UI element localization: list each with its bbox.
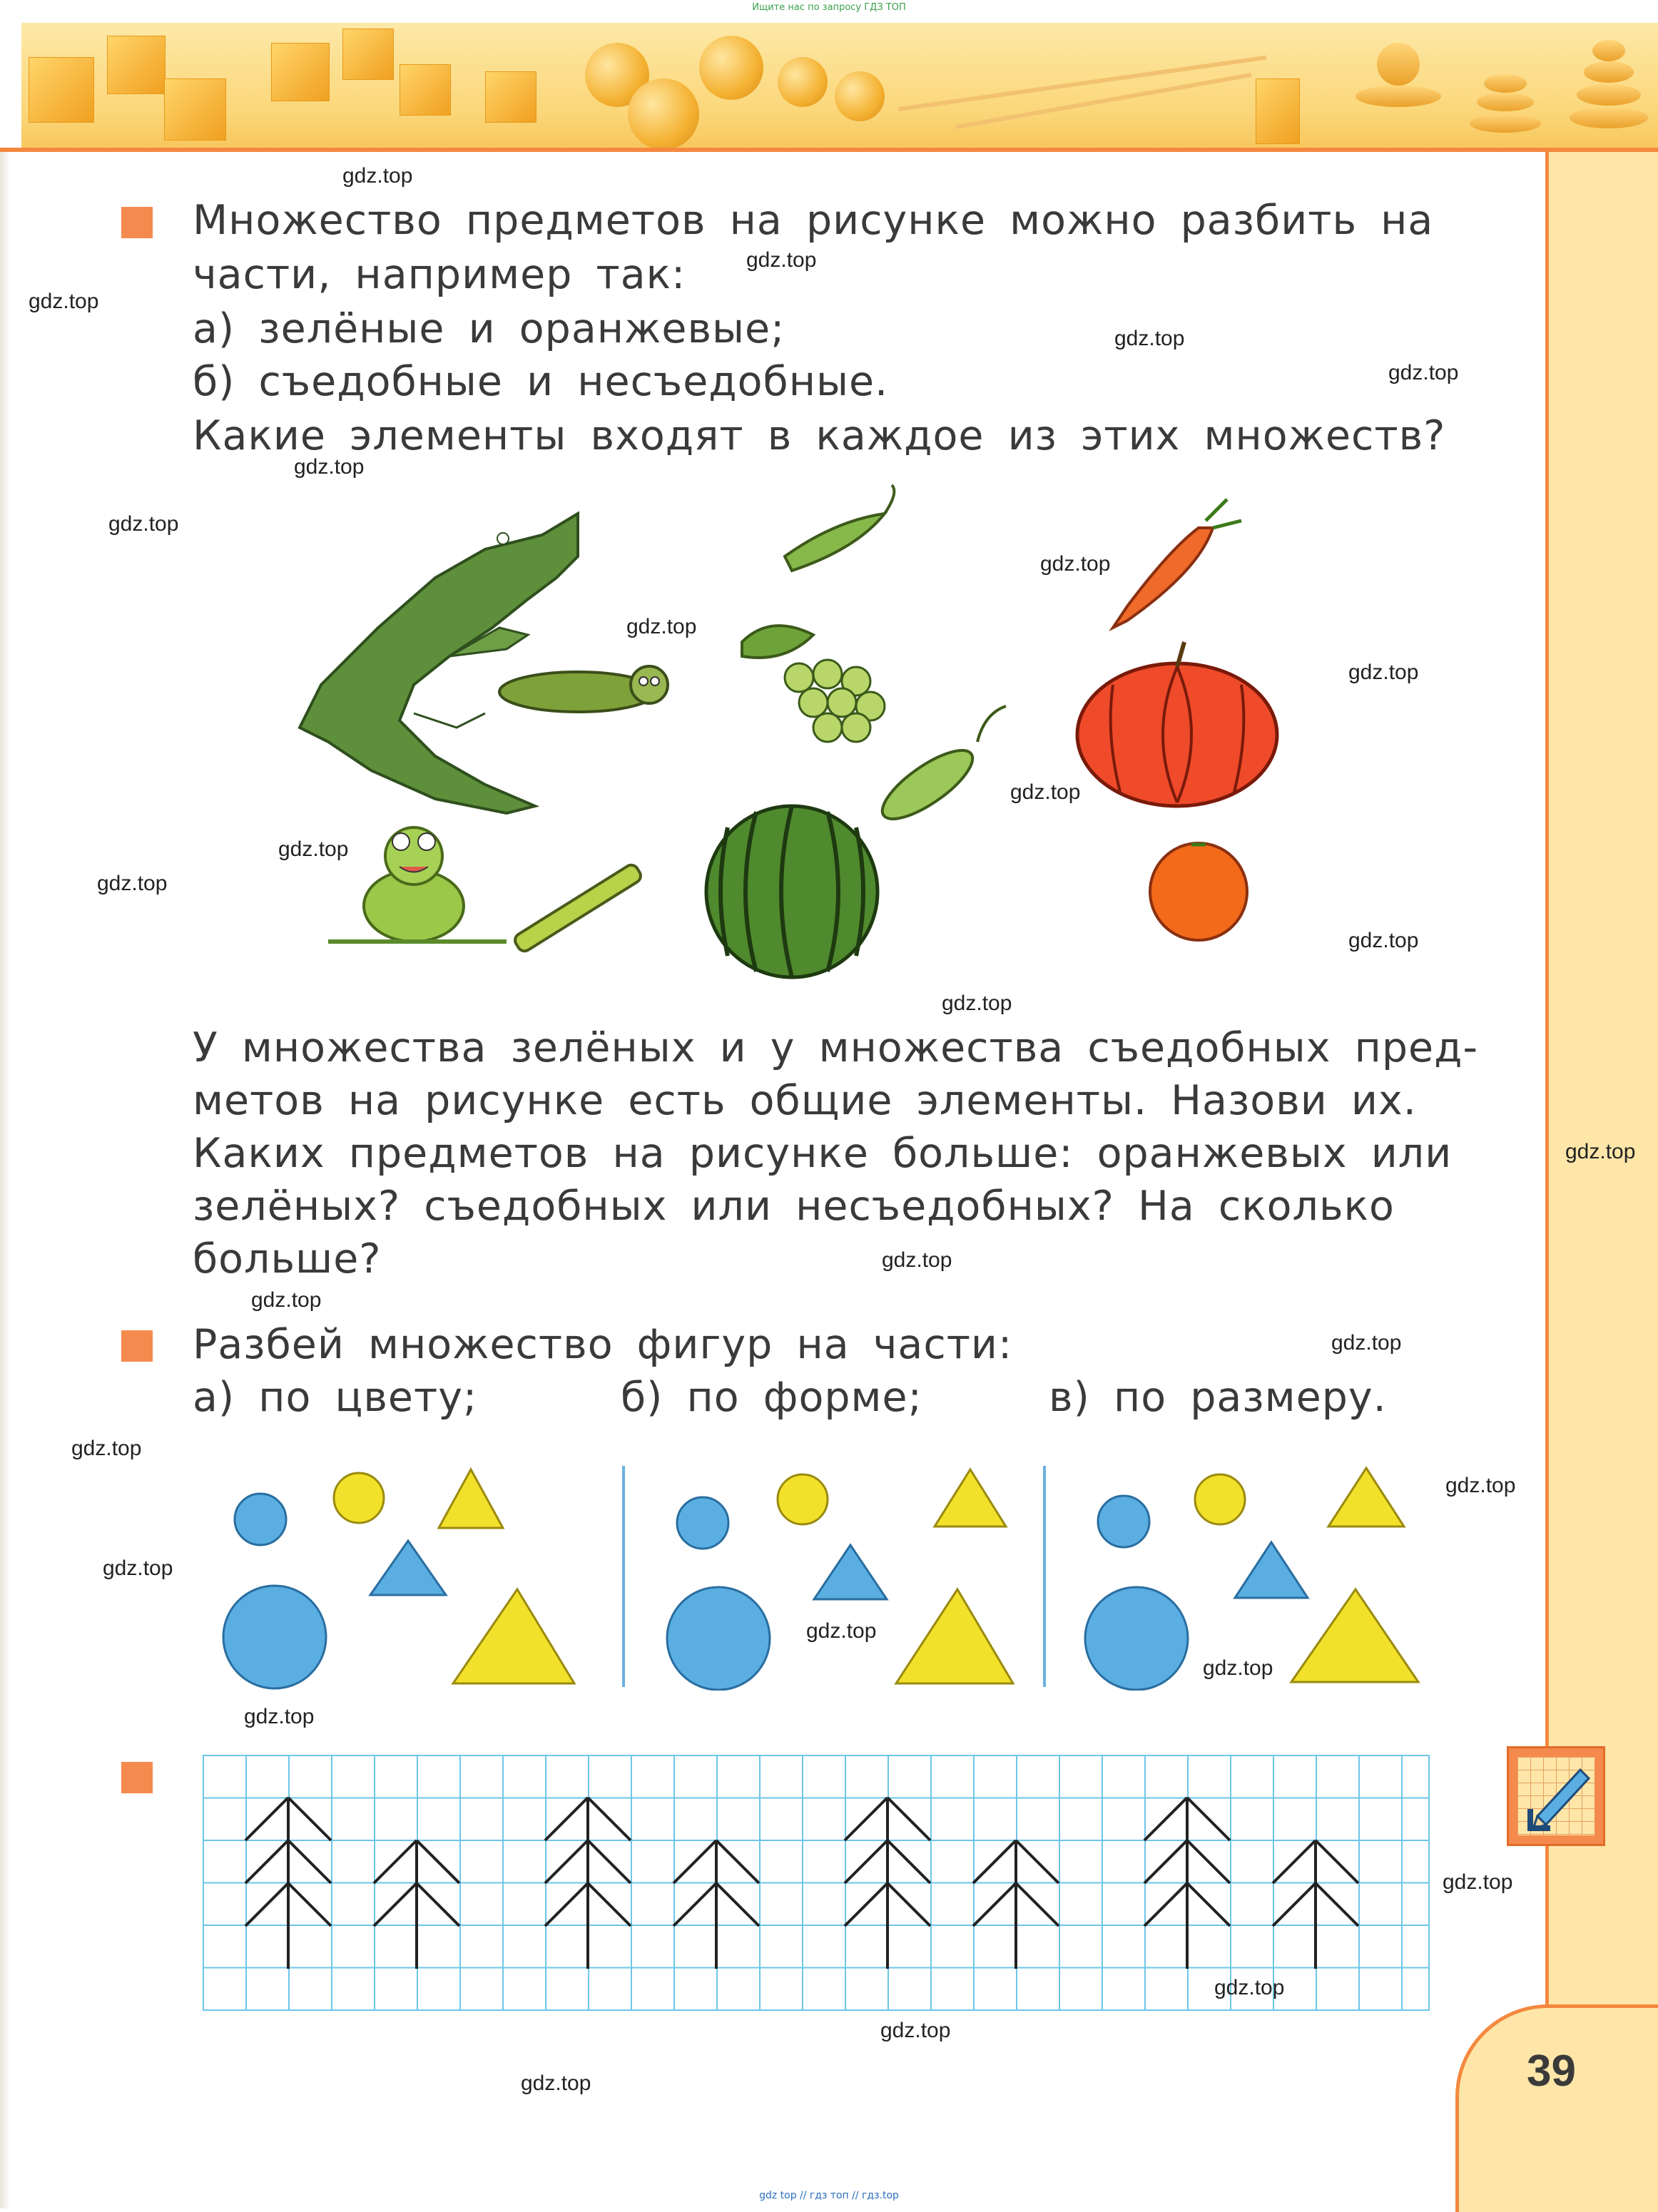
ring-shape [1470,114,1541,133]
task-1-question-line: У множества зелёных и у множества съедобных пред- [193,1024,1479,1071]
crocodile-image [300,514,578,813]
tree-arrow [1144,1798,1230,1969]
watermark: gdz.top [1010,780,1081,804]
pencil-icon [1507,1746,1605,1846]
ring-shape [1570,107,1648,128]
watermark: gdz.top [880,2019,951,2042]
footer-link[interactable]: gdz top // гдз топ // гдз.top [759,2190,899,2201]
small-blue-triangle [370,1541,446,1595]
cube-shape [485,71,536,123]
small-blue-circle [677,1497,728,1549]
watermark: gdz.top [1348,661,1419,684]
watermark: gdz.top [251,1288,322,1312]
objects-illustration [271,471,1298,1013]
header-banner [0,0,1658,150]
grapes-image [742,626,885,742]
cube-shape [1256,78,1300,144]
task-1-question-line: больше? [193,1235,382,1283]
header-divider [0,148,1658,152]
page-number: 39 [1527,2047,1576,2096]
carrot-image [1113,499,1241,628]
page-number-tab [1455,2004,1658,2212]
watermark: gdz.top [1214,1976,1285,1999]
ring-shape [1477,93,1534,111]
small-yellow-triangle [1328,1468,1404,1527]
watermark: gdz.top [1445,1474,1516,1497]
ball-shape [699,36,763,100]
task-2-title: Разбей множество фигур на части: [193,1321,1013,1368]
header-top-link[interactable]: Ищите нас по запросу ГДЗ ТОП [752,2,906,13]
watermark: gdz.top [342,164,413,188]
tree-arrow [673,1840,759,1969]
small-yellow-triangle [439,1469,503,1528]
pencil-drawing-icon [1509,1748,1603,1844]
watermark: gdz.top [103,1556,173,1580]
task-1-line: Какие элементы входят в каждое из этих множеств? [193,412,1446,459]
watermark: gdz.top [29,290,99,313]
ring-shape [1577,84,1641,106]
shapes-divider [1043,1466,1046,1687]
watermark: gdz.top [97,872,168,895]
watermark: gdz.top [1388,361,1459,384]
shapes-set-size [1070,1455,1470,1691]
small-blue-triangle [814,1545,887,1599]
task-1-line: части, например так: [193,251,686,298]
tangerine-image [1150,843,1247,940]
small-blue-circle [235,1494,286,1545]
watermark: gdz.top [1331,1331,1402,1355]
cube-shape [29,57,94,123]
tree-arrow [545,1798,631,1969]
task-1-line: Множество предметов на рисунке можно разбить на [193,197,1434,244]
tree-pattern [203,1755,1428,2009]
small-yellow-triangle [935,1469,1006,1527]
large-yellow-triangle [1291,1589,1418,1682]
watermark: gdz.top [71,1437,142,1460]
ring-shape [1584,61,1634,83]
large-blue-circle [223,1586,326,1688]
tree-arrow [245,1798,331,1969]
task-2-option-b: б) по форме; [621,1374,922,1421]
tree-arrow [1273,1840,1358,1969]
cube-shape [271,43,330,101]
cube-shape [164,78,226,141]
task-1-bullet [121,207,153,238]
watermark: gdz.top [294,455,365,479]
watermark: gdz.top [626,615,697,638]
small-blue-triangle [1235,1542,1308,1598]
ring-shape [1356,86,1441,107]
task-1-question-line: Каких предметов на рисунке больше: оранжевых или [193,1130,1453,1177]
watermark: gdz.top [806,1619,877,1643]
watermark: gdz.top [1040,552,1111,576]
small-blue-circle [1098,1496,1149,1547]
watermark: gdz.top [278,837,349,861]
ball-shape [835,71,885,121]
cucumber-image [873,706,1006,830]
watermark: gdz.top [1348,929,1419,952]
task-2-bullet [121,1330,153,1362]
cube-shape [400,64,451,116]
watermark: gdz.top [882,1248,952,1272]
watermark: gdz.top [1565,1140,1636,1163]
task-2-option-a: а) по цвету; [193,1374,478,1421]
watermelon-image [706,806,878,977]
ring-shape [1484,74,1527,93]
shapes-set-color [214,1455,614,1691]
task-1-line: а) зелёные и оранжевые; [193,305,785,352]
right-margin-line [1545,152,1549,2007]
watermark: gdz.top [521,2071,591,2095]
tree-arrow [845,1798,930,1969]
shapes-set-form [649,1455,1049,1691]
peas-image [785,485,894,571]
task-1-line: б) съедобные и несъедобные. [193,358,889,405]
large-blue-circle [1085,1587,1188,1690]
large-yellow-triangle [896,1589,1013,1683]
watermark: gdz.top [108,512,179,536]
small-yellow-circle [1195,1474,1245,1524]
watermark: gdz.top [1114,327,1185,350]
task-1-question-line: метов на рисунке есть общие элементы. Назови их. [193,1077,1417,1124]
tree-arrow [374,1840,459,1969]
watermark: gdz.top [746,248,817,272]
shapes-divider [622,1466,625,1687]
caterpillar-image [499,666,668,712]
cube-shape [107,36,166,94]
pumpkin-image [1077,642,1277,806]
small-yellow-circle [334,1473,384,1523]
page-left-edge [0,152,10,2208]
watermark: gdz.top [1203,1656,1273,1680]
watermark: gdz.top [244,1705,315,1728]
watermark: gdz.top [1443,1870,1513,1894]
ring-shape [1592,40,1625,61]
ring-shape [1377,43,1420,86]
pen-image [512,862,643,954]
ball-shape [778,57,828,107]
watermark: gdz.top [942,992,1012,1015]
task-3-bullet [121,1762,153,1793]
large-yellow-triangle [453,1589,574,1683]
right-margin [1545,152,1658,2208]
task-2-option-c: в) по размеру. [1049,1374,1387,1421]
ball-shape [628,78,699,150]
frog-image [328,827,507,942]
tree-arrow [973,1840,1059,1969]
cube-shape [342,29,394,80]
task-1-question-line: зелёных? съедобных или несъедобных? На сколько [193,1183,1395,1230]
small-yellow-circle [778,1474,828,1524]
large-blue-circle [667,1587,770,1690]
